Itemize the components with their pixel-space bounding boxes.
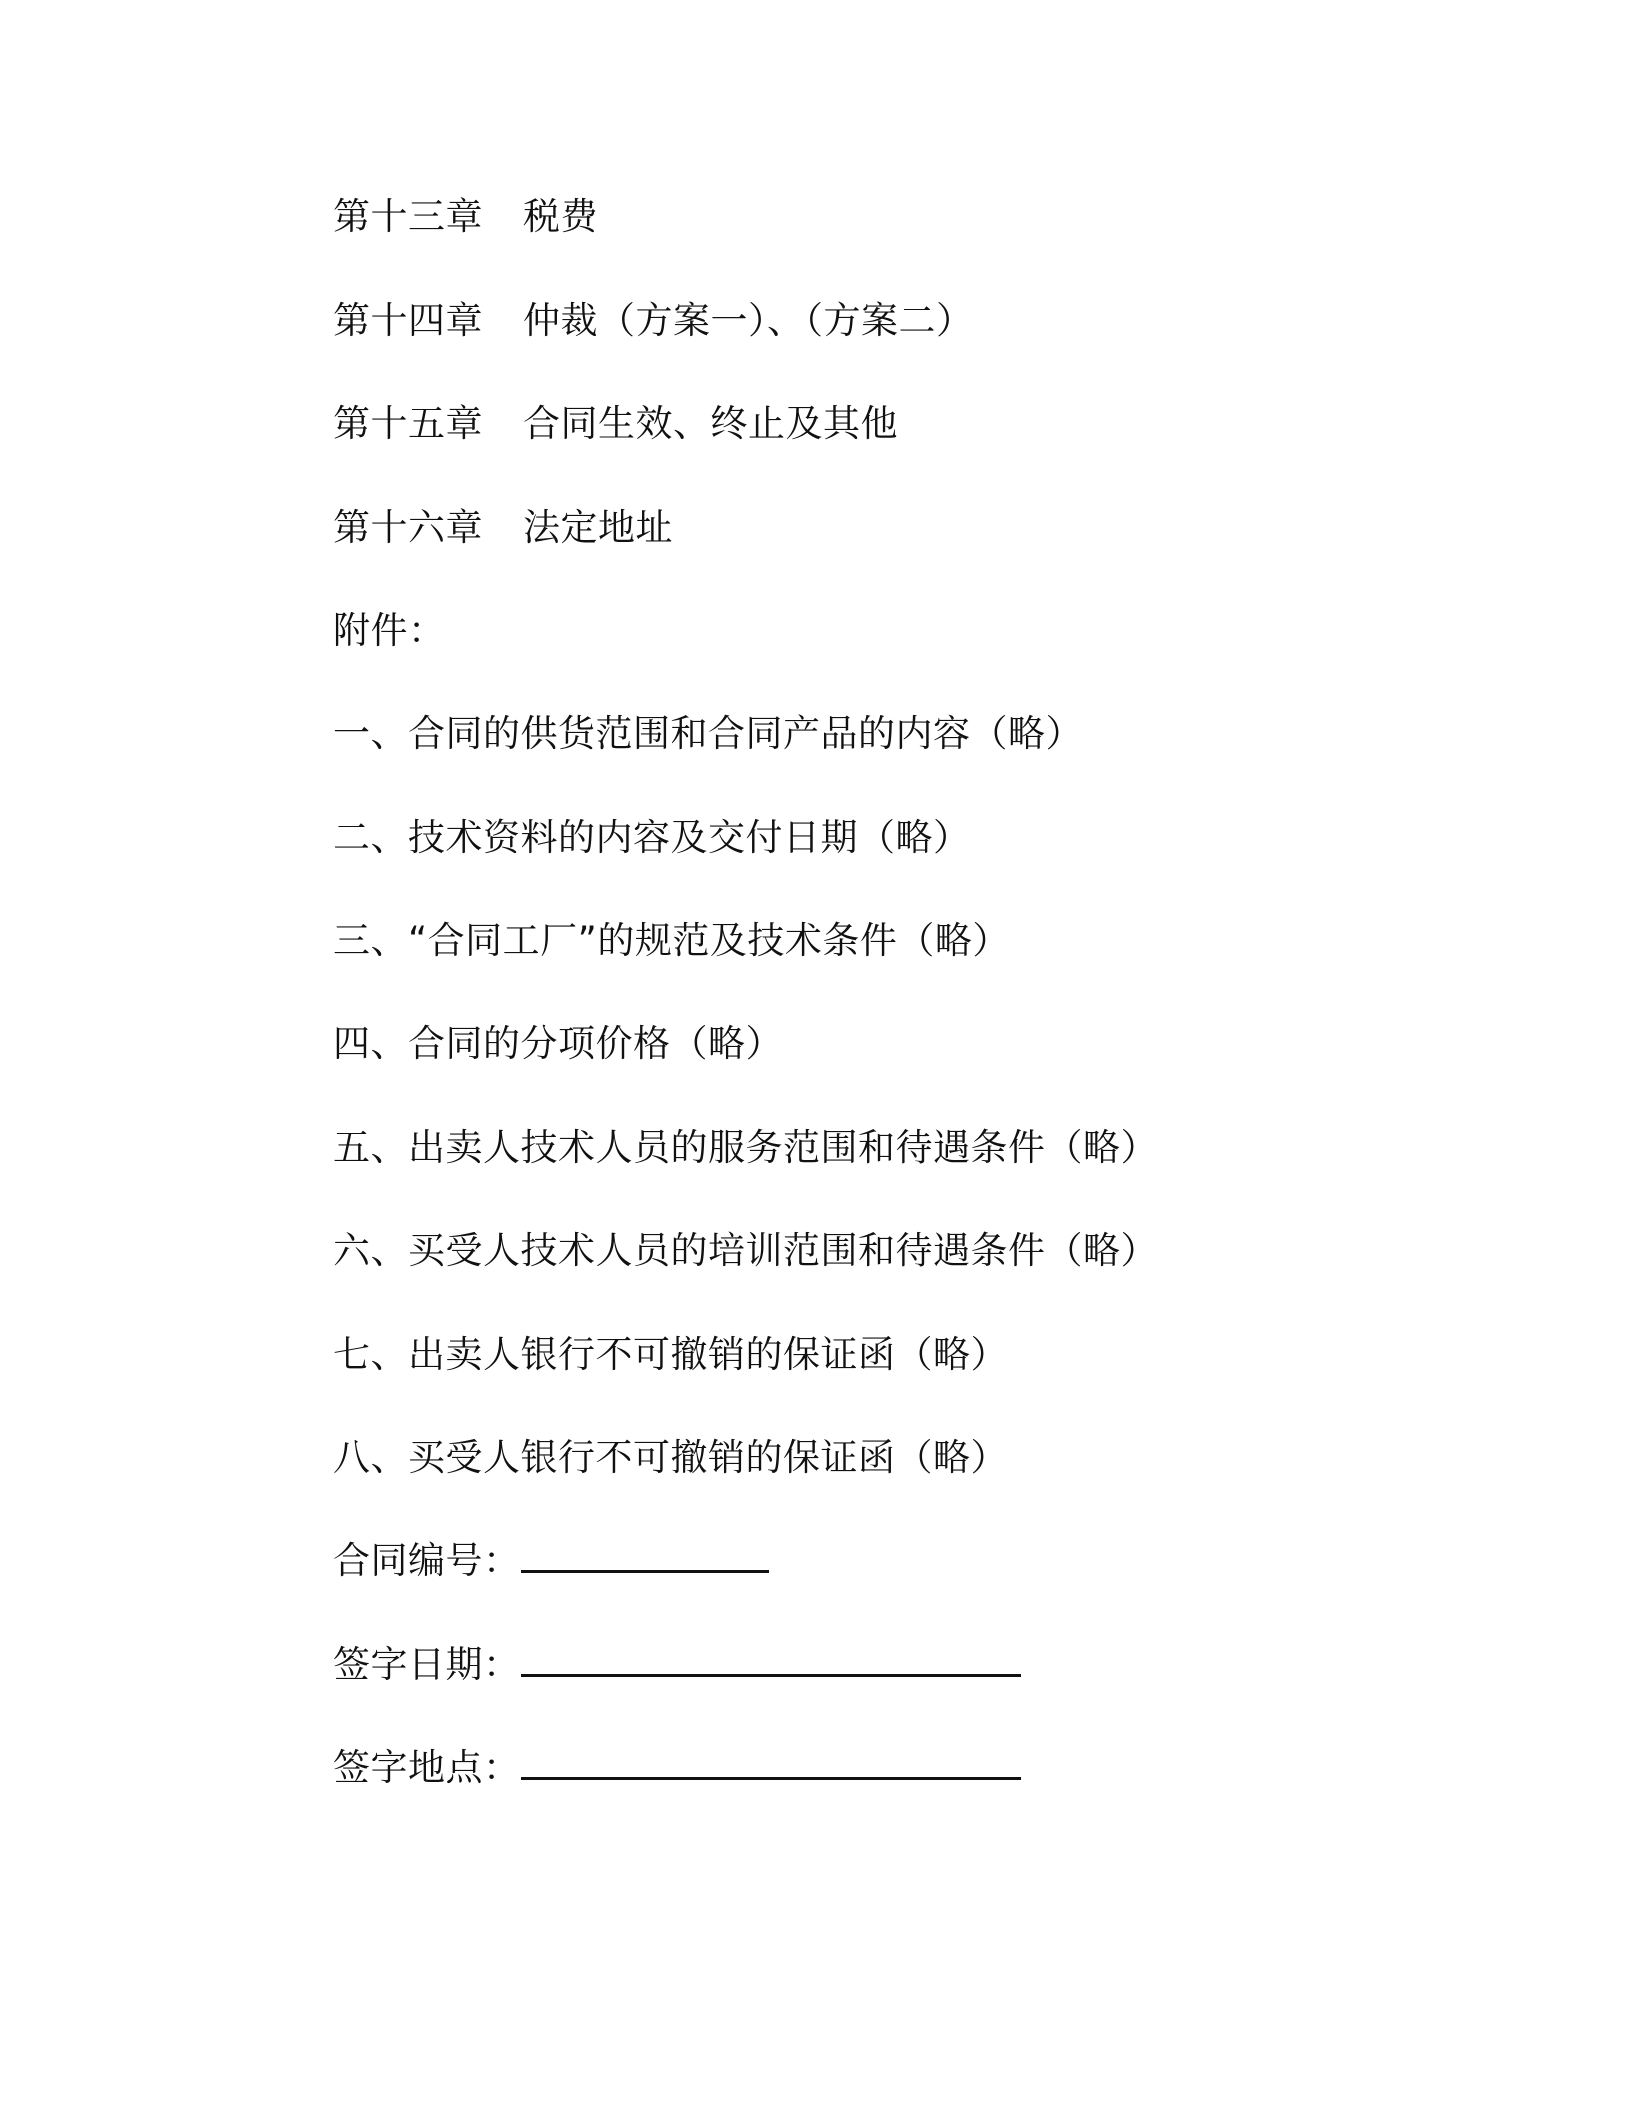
chapter-16: [333, 503, 673, 553]
chapter-title: 仲裁（方案一）、（方案二）: [523, 299, 974, 342]
attachment-item-2: 二、技术资料的内容及交付日期（略）: [333, 816, 971, 859]
signing-place-blank: [521, 1747, 1021, 1780]
signing-date-field: [333, 1640, 1021, 1690]
attachment-item-1: 一、合同的供货范围和合同产品的内容（略）: [333, 712, 1083, 755]
chapter-13: [333, 192, 598, 242]
attachment-item-5: 五、出卖人技术人员的服务范围和待遇条件（略）: [333, 1126, 1158, 1169]
field-label: 合同编号：: [333, 1539, 521, 1582]
field-label: 签字地点：: [333, 1746, 521, 1789]
contract-number-field: [333, 1536, 769, 1586]
attachment-item-7: 七、出卖人银行不可撤销的保证函（略）: [333, 1333, 1008, 1376]
chapter-number: 第十四章: [333, 299, 483, 342]
chapter-number: 第十五章: [333, 402, 483, 445]
chapter-15: [333, 399, 898, 449]
chapter-14: [333, 296, 974, 346]
chapter-number: 第十三章: [333, 195, 483, 238]
attachments-heading: 附件：: [333, 609, 446, 652]
chapter-title: 税费: [523, 195, 598, 238]
signing-date-blank: [521, 1644, 1021, 1677]
chapter-number: 第十六章: [333, 506, 483, 549]
attachment-item-8: 八、买受人银行不可撤销的保证函（略）: [333, 1436, 1008, 1479]
attachment-item-3: 三、“合同工厂”的规范及技术条件（略）: [333, 919, 1010, 962]
chapter-title: 法定地址: [523, 506, 673, 549]
chapter-title: 合同生效、终止及其他: [523, 402, 898, 445]
contract-number-blank: [521, 1540, 769, 1573]
field-label: 签字日期：: [333, 1643, 521, 1686]
signing-place-field: [333, 1743, 1021, 1793]
attachment-item-6: 六、买受人技术人员的培训范围和待遇条件（略）: [333, 1229, 1158, 1272]
attachment-item-4: 四、合同的分项价格（略）: [333, 1022, 783, 1065]
